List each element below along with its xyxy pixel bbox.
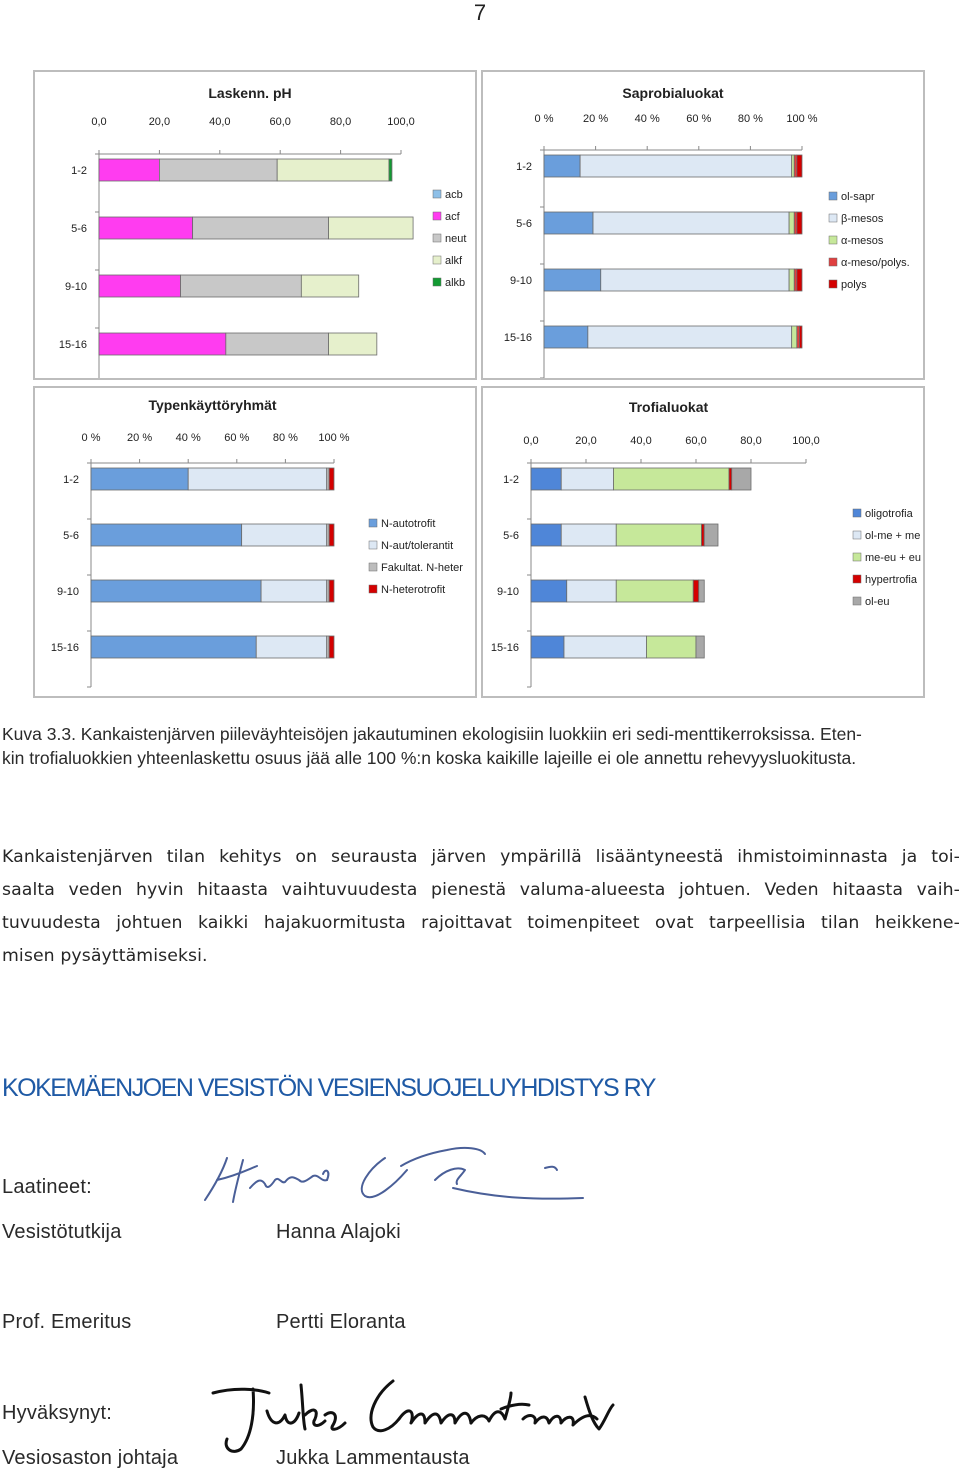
bar-ol-eu-5-6 (704, 524, 718, 546)
bar-n-heterotrofit-1-2 (329, 468, 334, 490)
tick-label: 100,0 (792, 435, 820, 447)
bar-alkf-9-10 (301, 275, 358, 297)
legend-swatch-n-heterotrofit (369, 585, 377, 593)
bar-n-autotrofit-1-2 (91, 468, 188, 490)
bar-mesos-9-10 (789, 269, 794, 291)
legend-label: N-autotrofit (381, 518, 436, 530)
bar-ol-sapr-9-10 (544, 269, 601, 291)
bar-ol-me-me-5-6 (561, 524, 616, 546)
bar-acf-5-6 (99, 217, 193, 239)
bar-acf-9-10 (99, 275, 181, 297)
legend-swatch-acf (433, 212, 441, 220)
tick-label: 60,0 (685, 435, 707, 447)
role-professor: Prof. Emeritus (2, 1311, 132, 1333)
paragraph-line-2: saalta veden hyvin hitaasta vaihtuvuudesta pienestä valuma-alueesta johtuen. Veden hitaasta vaih- (2, 880, 960, 900)
bar-oligotrofia-9-10 (531, 580, 567, 602)
bar-oligotrofia-1-2 (531, 468, 561, 490)
chart-title: Laskenn. pH (208, 85, 292, 101)
bar-n-heterotrofit-5-6 (329, 524, 334, 546)
legend-swatch-ol-sapr (829, 192, 837, 200)
category-label: 1-2 (503, 474, 519, 486)
legend-swatch-acb (433, 190, 441, 198)
bar-alkf-5-6 (329, 217, 414, 239)
role-department-head: Vesiosaston johtaja (2, 1447, 179, 1469)
caption-line-1: Kuva 3.3. Kankaistenjärven piileväyhteisöjen jakautuminen ekologisiin luokkiin eri sedi-menttikerroksissa. Eten- (2, 724, 862, 744)
paragraph-line-3: tuvuudesta johtuen kaikki hajakuormitusta rajoittavat toimenpiteet ovat tarpeellisia tilan heikkene- (2, 913, 960, 933)
chart-trophic-svg (483, 388, 923, 696)
category-label: 15-16 (58, 339, 87, 351)
bar-oligotrofia-5-6 (531, 524, 561, 546)
tick-label: 60 % (686, 113, 712, 125)
legend-label: acb (445, 189, 463, 201)
legend-label: acf (445, 211, 460, 223)
tick-label: 80,0 (329, 116, 352, 128)
bar-ol-me-me-9-10 (567, 580, 617, 602)
legend-label: hypertrofia (865, 574, 917, 586)
category-label: 9-10 (56, 586, 79, 598)
tick-label: 100 % (786, 113, 818, 125)
chart-saprobia-svg (483, 72, 923, 378)
bar-alkb-1-2 (389, 159, 392, 181)
bar-n-autotrofit-5-6 (91, 524, 242, 546)
chart-nitrogen (33, 386, 477, 698)
bar-polys-15-16 (799, 326, 802, 348)
bar-hypertrofia-9-10 (693, 580, 699, 602)
tick-label: 20,0 (148, 116, 171, 128)
category-label: 1-2 (516, 161, 532, 173)
name-hanna-alajoki: Hanna Alajoki (276, 1221, 401, 1243)
legend-label: Fakultat. N-heter (381, 562, 463, 574)
bar-n-heterotrofit-9-10 (329, 580, 334, 602)
bar-ol-eu-9-10 (699, 580, 705, 602)
bar-me-eu-eu-9-10 (616, 580, 693, 602)
bar-n-autotrofit-15-16 (91, 636, 256, 658)
category-label: 9-10 (496, 586, 519, 598)
legend-swatch-mesos (829, 236, 837, 244)
bar-ol-sapr-5-6 (544, 212, 593, 234)
bar-ol-sapr-1-2 (544, 155, 580, 177)
bar-n-heterotrofit-15-16 (329, 636, 334, 658)
prepared-label: Laatineet: (2, 1176, 92, 1198)
legend-label: alkf (445, 255, 463, 267)
bar-mesos-5-6 (593, 212, 789, 234)
legend-label: ol-eu (865, 596, 890, 608)
bar-polys-5-6 (797, 212, 802, 234)
legend-label: oligotrofia (865, 508, 913, 520)
name-jukka-lammentausta: Jukka Lammentausta (276, 1447, 470, 1469)
bar-me-eu-eu-15-16 (647, 636, 697, 658)
bar-me-eu-eu-5-6 (616, 524, 701, 546)
tick-label: 40 % (175, 432, 201, 444)
legend-swatch-alkb (433, 278, 441, 286)
tick-label: 60 % (224, 432, 250, 444)
legend-label: ol-me + me (865, 530, 921, 542)
bar-ol-me-me-15-16 (564, 636, 647, 658)
bar-n-aut-tolerantit-9-10 (261, 580, 327, 602)
bar-me-eu-eu-1-2 (614, 468, 730, 490)
legend-label: polys (841, 279, 867, 291)
bar-neut-5-6 (193, 217, 329, 239)
tick-label: 20 % (127, 432, 153, 444)
bar-n-aut-tolerantit-1-2 (188, 468, 327, 490)
bar-alkf-15-16 (329, 333, 377, 355)
organization-name: KOKEMÄENJOEN VESISTÖN VESIENSUOJELUYHDISTYS RY (2, 1074, 655, 1102)
legend-swatch-fakultat-n-heter (369, 563, 377, 571)
role-researcher: Vesistötutkija (2, 1221, 122, 1243)
bar-n-aut-tolerantit-15-16 (256, 636, 326, 658)
category-label: 5-6 (71, 223, 87, 235)
chart-nitrogen-svg (35, 388, 475, 696)
legend-swatch-alkf (433, 256, 441, 264)
chart-saprobia (481, 70, 925, 380)
legend-swatch-n-autotrofit (369, 519, 377, 527)
tick-label: 80,0 (740, 435, 762, 447)
name-pertti-eloranta: Pertti Eloranta (276, 1311, 406, 1333)
category-label: 9-10 (509, 275, 532, 287)
legend-label: N-aut/tolerantit (381, 540, 454, 552)
figure-caption (2, 722, 958, 770)
chart-trophic (481, 386, 925, 698)
bar-mesos-15-16 (792, 326, 797, 348)
bar-polys-1-2 (797, 155, 802, 177)
chart-title: Saprobialuokat (622, 85, 724, 101)
bar-ol-sapr-15-16 (544, 326, 588, 348)
bar-ol-me-me-1-2 (561, 468, 613, 490)
bar-ol-eu-15-16 (696, 636, 704, 658)
bar-polys-9-10 (797, 269, 802, 291)
tick-label: 40,0 (209, 116, 231, 128)
category-label: 9-10 (64, 281, 87, 293)
legend-label: α-meso/polys. (841, 257, 910, 269)
tick-label: 40 % (634, 113, 660, 125)
paragraph-line-1: Kankaistenjärven tilan kehitys on seurausta järven ympärillä lisääntyneestä ihmistoiminnasta ja toi- (2, 847, 960, 867)
tick-label: 80 % (272, 432, 298, 444)
legend-swatch-n-aut-tolerantit (369, 541, 377, 549)
bar-acf-15-16 (99, 333, 226, 355)
category-label: 1-2 (63, 474, 79, 486)
body-paragraph (2, 841, 960, 973)
chart-title: Typenkäyttöryhmät (148, 397, 277, 413)
signature-hanna-alajoki (195, 1140, 595, 1215)
category-label: 15-16 (503, 332, 532, 344)
tick-label: 0,0 (523, 435, 539, 447)
category-label: 1-2 (71, 165, 87, 177)
legend-swatch-oligotrofia (853, 509, 861, 517)
caption-line-2: kin trofialuokkien yhteenlaskettu osuus jää alle 100 %:n koska kaikille lajeille ei ole annettu rehevyysluokitusta. (2, 748, 857, 768)
tick-label: 0 % (534, 113, 554, 125)
legend-label: neut (445, 233, 467, 245)
legend-swatch-meso-polys (829, 258, 837, 266)
chart-ph (33, 70, 477, 380)
category-label: 5-6 (516, 218, 532, 230)
bar-neut-9-10 (181, 275, 302, 297)
legend-label: α-mesos (841, 235, 884, 247)
tick-label: 100,0 (387, 116, 415, 128)
chart-title: Trofialuokat (628, 399, 709, 415)
tick-label: 100 % (318, 432, 350, 444)
legend-label: β-mesos (841, 213, 884, 225)
bar-mesos-1-2 (580, 155, 792, 177)
legend-swatch-me-eu-eu (853, 553, 861, 561)
tick-label: 0 % (81, 432, 101, 444)
tick-label: 20,0 (575, 435, 597, 447)
signature-jukka-lammentausta (205, 1375, 625, 1460)
bar-hypertrofia-1-2 (729, 468, 732, 490)
legend-label: ol-sapr (841, 191, 875, 203)
tick-label: 80 % (737, 113, 763, 125)
bar-mesos-5-6 (789, 212, 794, 234)
bar-mesos-9-10 (601, 269, 789, 291)
tick-label: 20 % (583, 113, 609, 125)
bar-mesos-15-16 (588, 326, 792, 348)
tick-label: 60,0 (269, 116, 291, 128)
legend-swatch-neut (433, 234, 441, 242)
bar-n-aut-tolerantit-5-6 (242, 524, 327, 546)
paragraph-line-4: misen pysäyttämiseksi. (2, 946, 208, 966)
legend-swatch-polys (829, 280, 837, 288)
legend-label: alkb (445, 277, 466, 289)
bar-ol-eu-1-2 (732, 468, 751, 490)
category-label: 15-16 (490, 642, 519, 654)
category-label: 5-6 (63, 530, 79, 542)
category-label: 15-16 (50, 642, 79, 654)
bar-hypertrofia-5-6 (702, 524, 705, 546)
bar-alkf-1-2 (277, 159, 389, 181)
tick-label: 0,0 (91, 116, 107, 128)
tick-label: 40,0 (630, 435, 652, 447)
bar-oligotrofia-15-16 (531, 636, 564, 658)
bar-n-autotrofit-9-10 (91, 580, 261, 602)
page-number: 7 (473, 0, 487, 25)
bar-neut-1-2 (159, 159, 277, 181)
bar-acf-1-2 (99, 159, 159, 181)
legend-swatch-ol-me-me (853, 531, 861, 539)
category-label: 5-6 (503, 530, 519, 542)
approved-label: Hyväksynyt: (2, 1402, 113, 1424)
legend-swatch-ol-eu (853, 597, 861, 605)
legend-swatch-mesos (829, 214, 837, 222)
chart-ph-svg (35, 72, 475, 378)
legend-label: N-heterotrofit (381, 584, 446, 596)
legend-swatch-hypertrofia (853, 575, 861, 583)
legend-label: me-eu + eu (865, 552, 921, 564)
bar-neut-15-16 (226, 333, 329, 355)
